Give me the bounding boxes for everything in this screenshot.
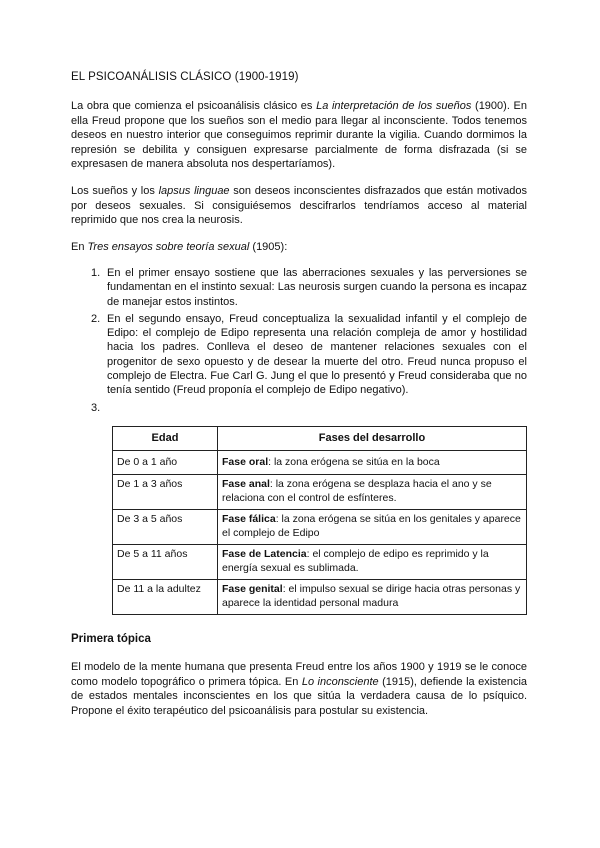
intro-paragraph bbox=[71, 99, 527, 172]
header-age: Edad bbox=[113, 427, 218, 451]
age-cell: De 11 a la adultez bbox=[113, 580, 218, 615]
phase-name: Fase oral bbox=[222, 455, 269, 468]
list-item bbox=[71, 266, 527, 309]
table-row bbox=[113, 451, 527, 475]
list-number: 2. bbox=[91, 312, 101, 325]
topica-text-b: (1915), defiende la existencia de estados mentales inconscientes en los que sitúa la verdadera causa de lo psíquico. Propone el éxito terapéutico del psicoanálisis para postular su existencia. bbox=[71, 675, 528, 717]
topica-text-a: El modelo de la mente humana que presenta Freud entre los años 1900 y 1919 se le conoce como modelo topográfico o primera tópica. En bbox=[71, 661, 527, 688]
document-title: EL PSICOANÁLISIS CLÁSICO (1900-1919) bbox=[71, 71, 299, 83]
intro-book-title: La interpretación de los sueños bbox=[316, 100, 472, 112]
list-item bbox=[71, 401, 527, 415]
phase-cell bbox=[218, 510, 527, 545]
section-heading: Primera tópica bbox=[71, 633, 151, 645]
dreams-text-a: Los sueños y los bbox=[71, 185, 159, 197]
phase-cell bbox=[218, 475, 527, 510]
phase-cell bbox=[218, 451, 527, 475]
list-text: En el primer ensayo sostiene que las aberraciones sexuales y las perversiones se fundamentan en el instinto sexual: Las neurosis surgen cuando la persona es incapaz de manejar estos instintos. bbox=[107, 267, 527, 308]
table-row bbox=[113, 475, 527, 510]
essays-text-a: En bbox=[71, 241, 88, 253]
phase-name: Fase genital bbox=[222, 583, 283, 595]
phase-name: Fase anal bbox=[222, 478, 270, 490]
phase-desc: : la zona erógena se desplaza hacia el ano y se relaciona con el control de esfínteres. bbox=[222, 478, 492, 504]
list-number: 1. bbox=[91, 267, 101, 279]
essays-intro bbox=[71, 240, 527, 255]
phase-name: Fase fálica bbox=[222, 513, 276, 525]
header-phases: Fases del desarrollo bbox=[218, 427, 527, 451]
phase-desc: : la zona erógena se sitúa en los genitales y aparece el complejo de Edipo bbox=[222, 513, 521, 539]
age-cell: De 3 a 5 años bbox=[113, 510, 218, 545]
table-row bbox=[113, 545, 527, 580]
essays-text-b: (1905): bbox=[249, 241, 288, 253]
age-cell: De 5 a 11 años bbox=[113, 545, 218, 580]
list-item bbox=[71, 312, 527, 398]
table-header-row bbox=[113, 427, 527, 451]
essays-list bbox=[71, 266, 527, 418]
intro-text-a: La obra que comienza el psicoanálisis clásico es bbox=[71, 100, 317, 112]
dreams-paragraph bbox=[71, 184, 527, 228]
topica-book-title: Lo inconsciente bbox=[301, 675, 379, 688]
phase-desc: : el complejo de edipo es reprimido y la energía sexual es sublimada. bbox=[222, 548, 489, 574]
phase-desc: : la zona erógena se sitúa en la boca bbox=[268, 455, 440, 468]
list-text bbox=[107, 402, 110, 414]
list-number: 3. bbox=[91, 401, 101, 414]
lapsus-term: lapsus linguae bbox=[158, 185, 230, 197]
phase-desc: : el impulso sexual se dirige hacia otras personas y aparece la identidad personal madura bbox=[222, 583, 521, 609]
table-row bbox=[113, 510, 527, 545]
phase-cell bbox=[218, 545, 527, 580]
list-text: En el segundo ensayo, Freud conceptualiza la sexualidad infantil y el complejo de Edipo: el complejo de Edipo representa una relación compleja de amor y hostilidad hacia los padres. Conlleva el deseo de mantener relaciones sexuales con el progenitor de sexo opuesto y de desear la muerte del otro. Freud nunca propuso el complejo de Electra. Fue Carl G. Jung el que lo presentó y Freud consideraba que no tenía sentido (Freud proponía el complejo de Edipo negativo). bbox=[107, 312, 527, 397]
phase-cell bbox=[218, 580, 527, 615]
age-cell: De 0 a 1 año bbox=[113, 451, 218, 475]
phase-name: Fase de Latencia bbox=[222, 548, 307, 560]
intro-text-b: (1900). En ella Freud propone que los sueños son el medio para llegar al inconsciente. Todos tenemos deseos en nuestro interior que conseguimos reprimir durante la vigilia. Cuando dormimos la represión se debilita y consiguen expresarse parcialmente de forma disfrazada (si se expresasen de manera absoluta nos despertaríamos). bbox=[71, 100, 527, 170]
essays-book-title: Tres ensayos sobre teoría sexual bbox=[87, 241, 250, 253]
topica-paragraph bbox=[71, 660, 527, 718]
dreams-text-b: son deseos inconscientes disfrazados que están motivados por deseos sexuales. Si consiguiésemos descifrarlos tendríamos acceso al material reprimido que nos crea la neurosis. bbox=[71, 185, 527, 226]
table-row bbox=[113, 580, 527, 615]
age-cell: De 1 a 3 años bbox=[113, 475, 218, 510]
development-phases-table bbox=[112, 426, 527, 615]
